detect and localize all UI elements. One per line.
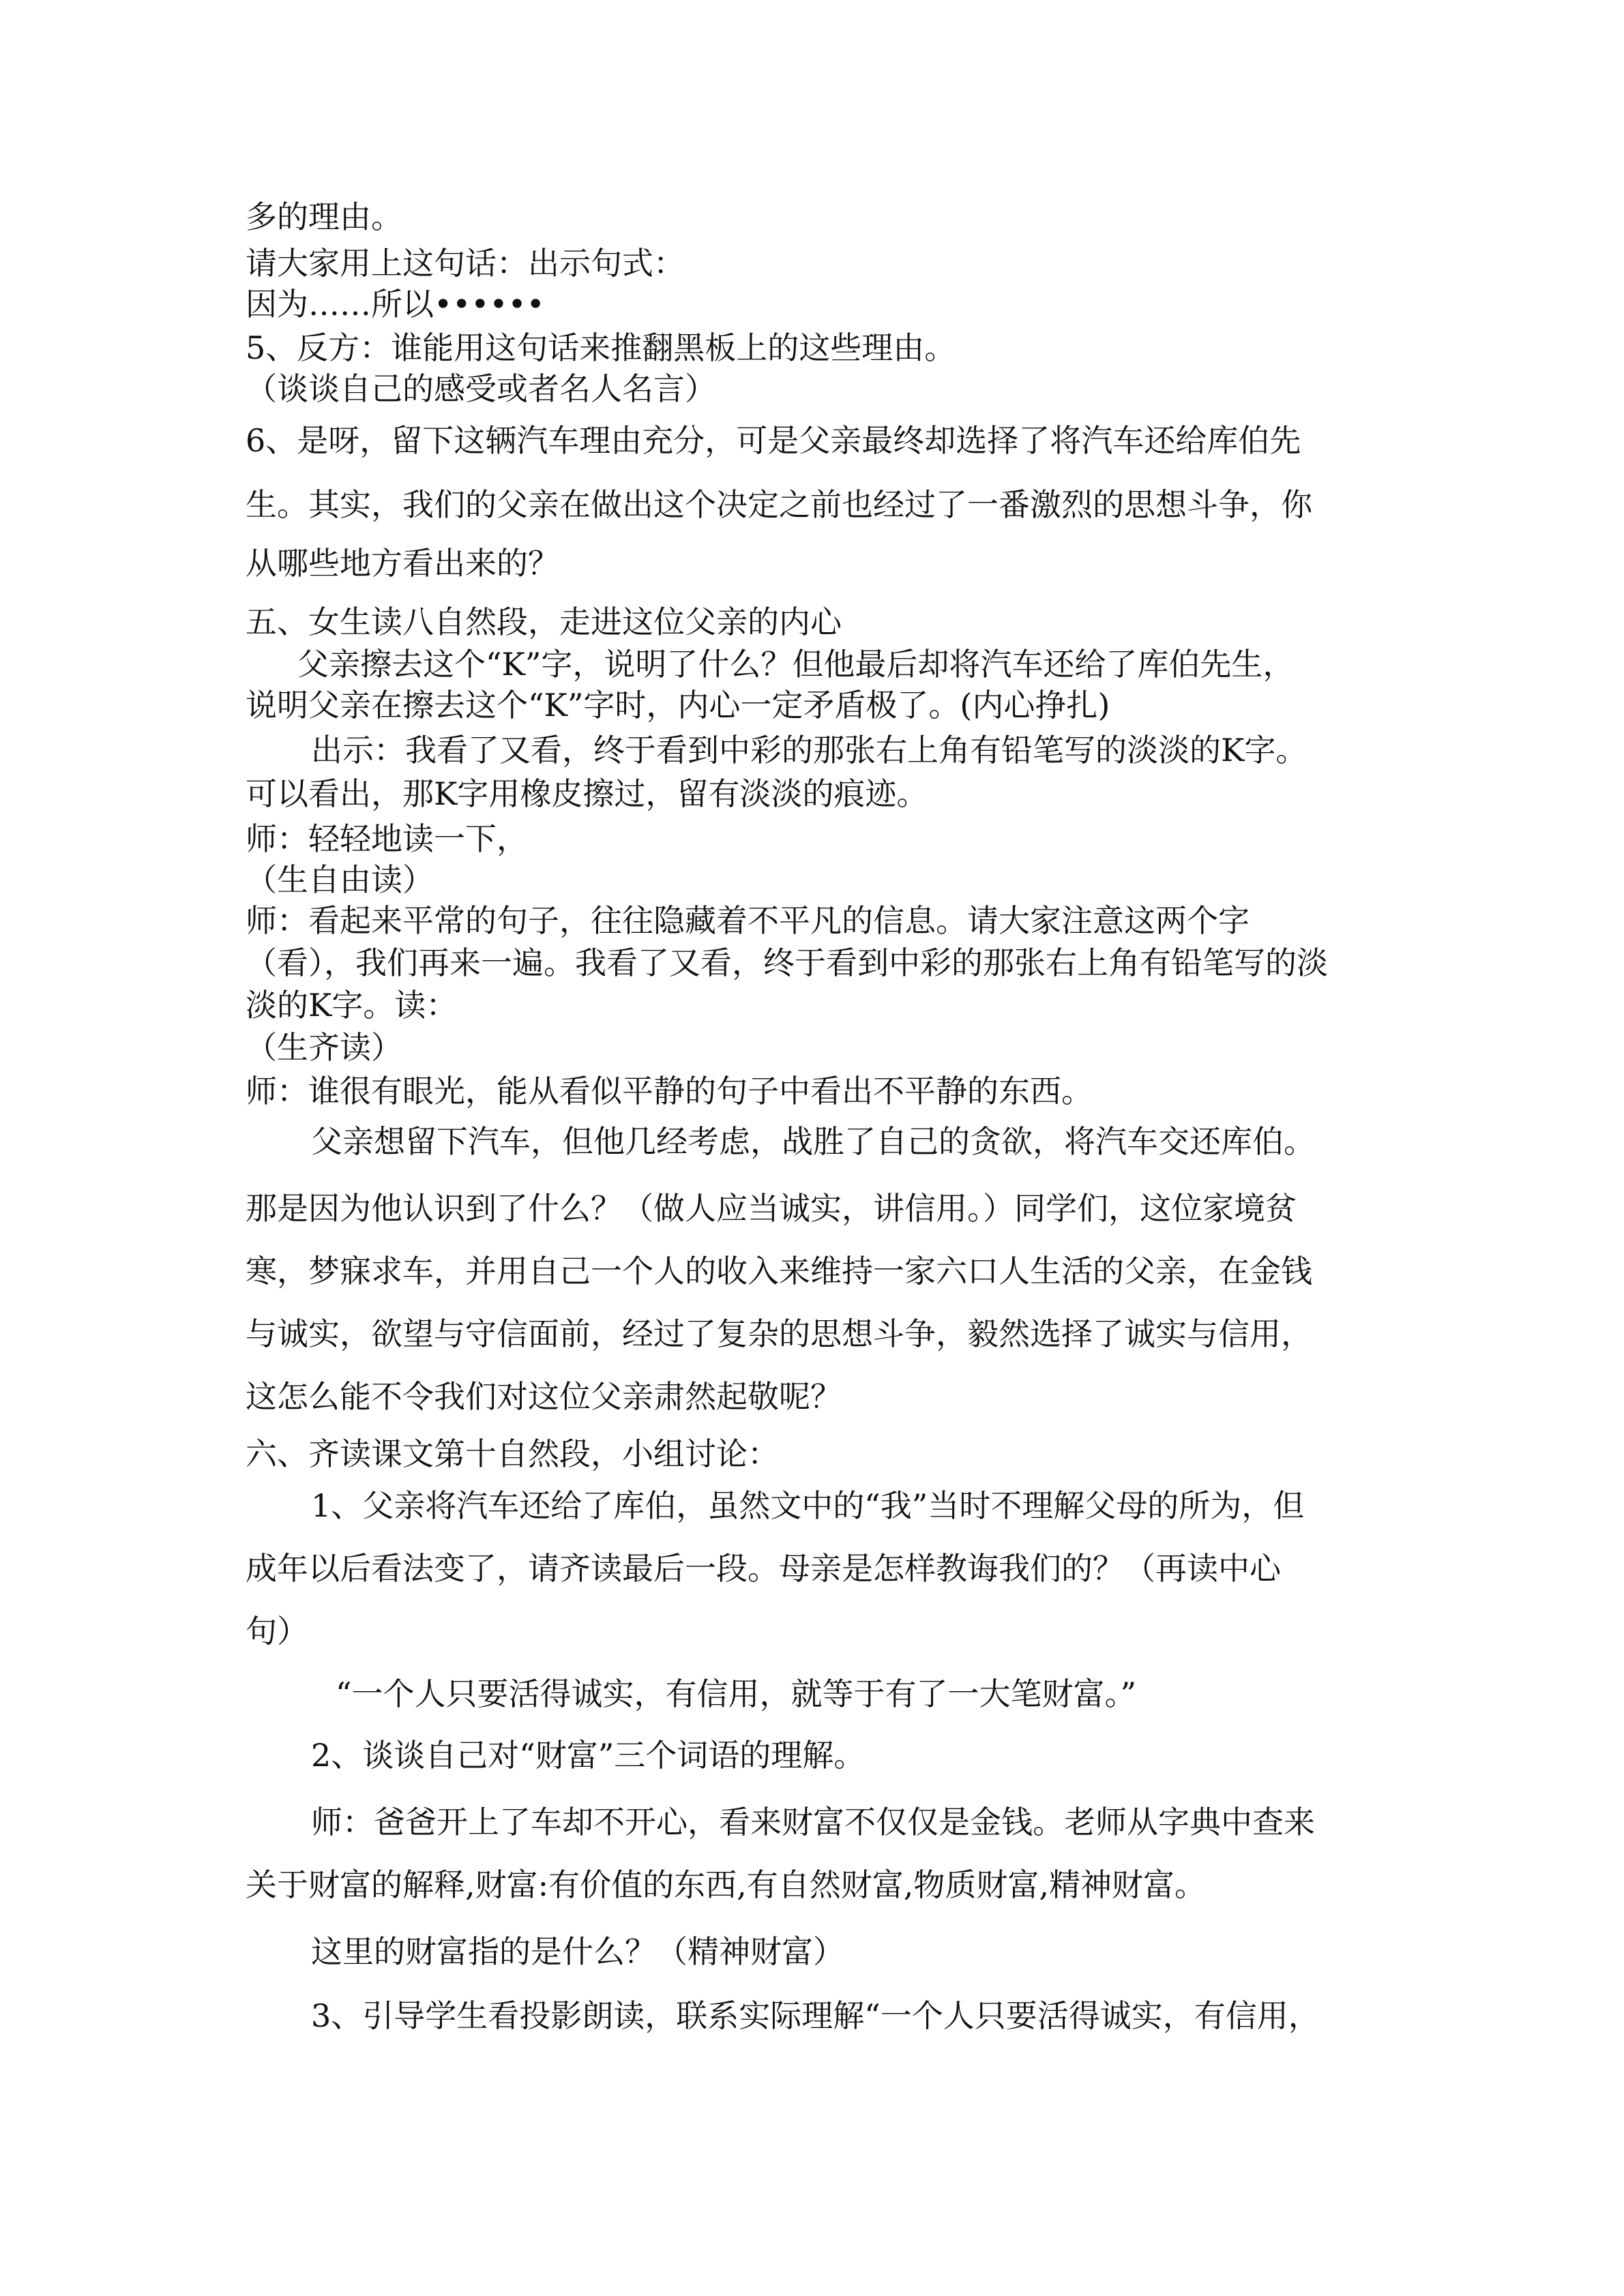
- text-line: 关于财富的解释,财富:有价值的东西,有自然财富,物质财富,精神财富。: [246, 1866, 1206, 1903]
- text-line: （生齐读）: [246, 1029, 402, 1066]
- text-line: 说明父亲在擦去这个“K”字时，内心一定矛盾极了。(内心挣扎): [246, 687, 1110, 724]
- text-line: 师：爸爸开上了车却不开心，看来财富不仅仅是金钱。老师从字典中查来: [311, 1804, 1315, 1840]
- section-heading: 六、齐读课文第十自然段，小组讨论：: [246, 1435, 779, 1472]
- text-line: 师：轻轻地读一下，: [246, 820, 528, 857]
- text-line: （看），我们再来一遍。我看了又看，终于看到中彩的那张右上角有铅笔写的淡: [246, 944, 1328, 981]
- text-line: 寒，梦寐求车，并用自己一个人的收入来维持一家六口人生活的父亲，在金钱: [246, 1253, 1312, 1289]
- text-line: 师：谁很有眼光，能从看似平静的句子中看出不平静的东西。: [246, 1073, 1093, 1109]
- text-line: 1、父亲将汽车还给了库伯，虽然文中的“我”当时不理解父母的所为，但: [311, 1487, 1305, 1524]
- text-line: 因为……所以••••••: [246, 286, 545, 323]
- section-heading: 五、女生读八自然段，走进这位父亲的内心: [246, 603, 842, 640]
- text-line: 那是因为他认识到了什么？（做人应当诚实，讲信用。）同学们，这位家境贫: [246, 1190, 1297, 1227]
- quote-line: “一个人只要活得诚实，有信用，就等于有了一大笔财富。”: [336, 1675, 1137, 1712]
- text-line: 从哪些地方看出来的？: [246, 545, 559, 582]
- text-line: 生。其实，我们的父亲在做出这个决定之前也经过了一番激烈的思想斗争，你: [246, 486, 1312, 523]
- text-line: 这怎么能不令我们对这位父亲肃然起敬呢？: [246, 1378, 842, 1415]
- text-line: 5、反方：谁能用这句话来推翻黑板上的这些理由。: [246, 329, 956, 366]
- text-line: 与诚实，欲望与守信面前，经过了复杂的思想斗争，毅然选择了诚实与信用，: [246, 1315, 1312, 1352]
- text-line: 父亲想留下汽车，但他几经考虑，战胜了自己的贪欲，将汽车交还库伯。: [311, 1123, 1315, 1160]
- text-line: 2、谈谈自己对“财富”三个词语的理解。: [311, 1737, 866, 1774]
- text-line: 出示：我看了又看，终于看到中彩的那张右上角有铅笔写的淡淡的K字。: [311, 732, 1308, 769]
- text-line: 成年以后看法变了，请齐读最后一段。母亲是怎样教诲我们的？（再读中心: [246, 1550, 1281, 1587]
- text-line: （谈谈自己的感受或者名人名言）: [246, 370, 716, 407]
- text-line: 这里的财富指的是什么？（精神财富）: [311, 1933, 844, 1970]
- text-line: 3、引导学生看投影朗读，联系实际理解“一个人只要活得诚实，有信用，: [311, 1997, 1320, 2034]
- text-line: 6、是呀，留下这辆汽车理由充分，可是父亲最终却选择了将汽车还给库伯先: [246, 422, 1301, 459]
- text-line: 多的理由。: [246, 198, 402, 235]
- text-line: 父亲擦去这个“K”字，说明了什么？但他最后却将汽车还给了库伯先生，: [297, 646, 1295, 683]
- text-line: 句）: [246, 1613, 308, 1650]
- text-line: 师：看起来平常的句子，往往隐藏着不平凡的信息。请大家注意这两个字: [246, 902, 1250, 939]
- text-line: 请大家用上这句话：出示句式：: [246, 245, 685, 282]
- text-line: （生自由读）: [246, 861, 434, 898]
- text-line: 可以看出，那K字用橡皮擦过，留有淡淡的痕迹。: [246, 775, 928, 812]
- text-line: 淡的K字。读：: [246, 987, 458, 1024]
